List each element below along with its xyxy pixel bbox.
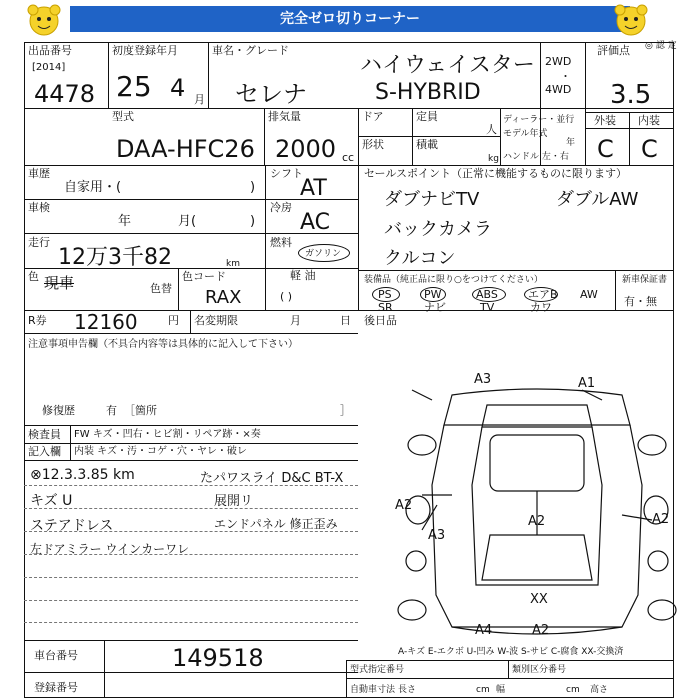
damage-mark-9: A2 bbox=[532, 623, 550, 638]
inspector-line-1: FW キズ・凹右・ヒビ割・リペア跡・×奏 bbox=[74, 429, 261, 440]
grade-line-1: ハイウェイスター bbox=[360, 53, 535, 78]
shift-value: AT bbox=[300, 176, 327, 201]
damage-legend: A-キズ E-エクボ U-凹み W-波 S-サビ C-腐食 XX-交換済 bbox=[398, 647, 624, 657]
first-reg-month: 4 bbox=[170, 74, 186, 102]
cm-1: cm bbox=[476, 685, 490, 695]
score-value: 3.5 bbox=[610, 80, 652, 110]
class-label: 類別区分番号 bbox=[512, 665, 567, 675]
lot-label: 出品番号 bbox=[28, 44, 72, 57]
damage-mark-5: A3 bbox=[428, 528, 446, 543]
damage-mark-1: A3 bbox=[474, 372, 492, 387]
chassis-label: 車台番号 bbox=[34, 649, 78, 662]
model-value: DAA-HFC26 bbox=[116, 135, 255, 163]
note-left-3: ステアドレス bbox=[30, 518, 114, 534]
fuel-other: ( ) bbox=[280, 290, 293, 303]
interior-label: 内装 bbox=[638, 114, 660, 127]
name-grade-label: 車名・グレード bbox=[212, 44, 289, 57]
equip-tv: TV bbox=[480, 301, 495, 314]
equip-sr: SR bbox=[378, 301, 393, 314]
handle-label: ハンドル 左・右 bbox=[503, 152, 569, 162]
inspector-label: 検査員 bbox=[28, 428, 61, 441]
interior-grade: C bbox=[641, 135, 658, 163]
fuel-label: 燃料 bbox=[270, 236, 292, 249]
damage-mark-4: A2 bbox=[652, 512, 670, 527]
note-right-1: たパワスライ D&C BT-X bbox=[200, 471, 344, 486]
load-label: 積載 bbox=[416, 138, 438, 151]
year-unit: 年 bbox=[566, 138, 576, 148]
deadline-label: 名変期限 bbox=[194, 314, 238, 327]
mascot-left-icon bbox=[25, 2, 63, 36]
note-left-4: 左ドアミラー ウインカーワレ bbox=[30, 542, 190, 556]
dimensions-label: 自動車寸法 bbox=[350, 685, 396, 695]
displacement-value: 2000 bbox=[275, 135, 337, 163]
recycle-label: R券 bbox=[28, 314, 47, 327]
note-right-3: エンドパネル 修正歪み bbox=[214, 517, 338, 531]
note-left-1: ⊗12.3.3.85 km bbox=[30, 467, 135, 483]
first-reg-year: 25 bbox=[116, 70, 152, 103]
shift-label: シフト bbox=[270, 167, 303, 180]
ac-value: AC bbox=[300, 210, 331, 235]
yen-unit: 円 bbox=[168, 314, 179, 327]
mileage-value: 12万3千82 bbox=[58, 245, 172, 270]
height-label: 高さ bbox=[590, 685, 609, 695]
color-code: RAX bbox=[205, 287, 242, 308]
damage-mark-6: A2 bbox=[528, 514, 546, 529]
selling-point-3: バックカメラ bbox=[384, 219, 492, 240]
kg-unit: kg bbox=[488, 154, 499, 164]
equip-ps: PS bbox=[378, 288, 392, 301]
length-label: 長さ bbox=[398, 685, 417, 695]
certification-corner: ◎ 認 定 bbox=[645, 41, 677, 51]
equip-leather: カワ bbox=[530, 301, 552, 314]
banner-title: 完全ゼロ切りコーナー bbox=[70, 6, 630, 32]
registration-label: 登録番号 bbox=[34, 681, 78, 694]
cm-2: cm bbox=[566, 685, 580, 695]
lot-number: 4478 bbox=[34, 80, 96, 108]
exterior-label: 外装 bbox=[594, 114, 616, 127]
year-tag: [2014] bbox=[32, 62, 66, 73]
first-reg-label: 初度登録年月 bbox=[112, 44, 178, 57]
equip-aw: AW bbox=[580, 288, 598, 301]
damage-mark-8: A4 bbox=[475, 623, 493, 638]
selling-point-4: クルコン bbox=[384, 248, 456, 269]
new-warranty-label: 新車保証書 bbox=[622, 275, 668, 285]
cc-unit: cc bbox=[342, 151, 355, 164]
warranty-value: 有・無 bbox=[624, 295, 657, 308]
history-label: 車歴 bbox=[28, 167, 50, 180]
mileage-label: 走行 bbox=[28, 236, 50, 249]
shape-label: 形状 bbox=[362, 138, 384, 151]
color-value: 現車 bbox=[44, 274, 75, 292]
repair-location-label: ［箇所 bbox=[124, 404, 157, 417]
fuel-value: ガソリン bbox=[305, 249, 342, 259]
inspection-label: 車検 bbox=[28, 201, 50, 214]
capacity-label: 定員 bbox=[416, 110, 438, 123]
type-cert-label: 型式指定番号 bbox=[350, 665, 405, 675]
selling-point-2: ダブルAW bbox=[556, 189, 639, 210]
equip-abs: ABS bbox=[476, 288, 498, 301]
width-label: 幅 bbox=[496, 685, 506, 695]
drive-4wd: 4WD bbox=[545, 83, 572, 96]
color-code-label: 色コード bbox=[182, 270, 226, 283]
person-unit: 人 bbox=[486, 123, 497, 136]
history-value: 自家用・( bbox=[64, 180, 122, 195]
chassis-number: 149518 bbox=[172, 644, 264, 672]
model-label: 型式 bbox=[112, 110, 134, 123]
equipment-title: 装備品（純正品に限り○をつけてください） bbox=[364, 275, 543, 285]
equip-pw: PW bbox=[424, 288, 442, 301]
score-label: 評価点 bbox=[597, 44, 630, 57]
repair-history-value: 有 bbox=[106, 404, 117, 417]
damage-mark-2: A1 bbox=[578, 376, 596, 391]
damage-mark-7: XX bbox=[530, 592, 548, 607]
equip-airbag: エアB bbox=[528, 288, 558, 301]
selling-points-title: セールスポイント（正常に機能するものに限ります） bbox=[364, 167, 628, 180]
selling-point-1: ダブナビTV bbox=[384, 189, 480, 210]
car-name: セレナ bbox=[235, 80, 307, 108]
equip-navi: ナビ bbox=[424, 301, 446, 314]
month-unit: 月 bbox=[194, 93, 205, 106]
fuel-diesel: 軽 油 bbox=[290, 269, 316, 282]
inspector-line-2: 内装 キズ・汚・コゲ・穴・ヤレ・破レ bbox=[74, 446, 247, 457]
door-label: ドア bbox=[362, 110, 384, 123]
exterior-grade: C bbox=[597, 135, 614, 163]
km-unit: km bbox=[226, 259, 240, 269]
note-left-2: キズ U bbox=[30, 493, 73, 509]
repaint-label: 色替 bbox=[150, 282, 172, 295]
note-right-2: 展開リ bbox=[214, 494, 254, 509]
grade-line-2: S-HYBRID bbox=[375, 80, 481, 105]
color-label: 色 bbox=[28, 270, 39, 283]
notes-title: 注意事項申告欄（不具合内容等は具体的に記入して下さい） bbox=[28, 339, 298, 350]
displacement-label: 排気量 bbox=[268, 110, 301, 123]
recycle-value: 12160 bbox=[74, 310, 138, 334]
damage-mark-3: A2 bbox=[395, 498, 413, 513]
rear-items-label: 後日品 bbox=[364, 314, 397, 327]
dealer-label: ディーラー・並行 bbox=[503, 115, 575, 125]
repair-history-label: 修復歴 bbox=[42, 404, 75, 417]
drive-2wd: 2WD bbox=[545, 55, 572, 68]
ac-label: 冷房 bbox=[270, 201, 292, 214]
model-year-label: モデル年式 bbox=[503, 129, 548, 139]
entry-label: 記入欄 bbox=[28, 445, 61, 458]
mascot-right-icon bbox=[612, 2, 650, 36]
